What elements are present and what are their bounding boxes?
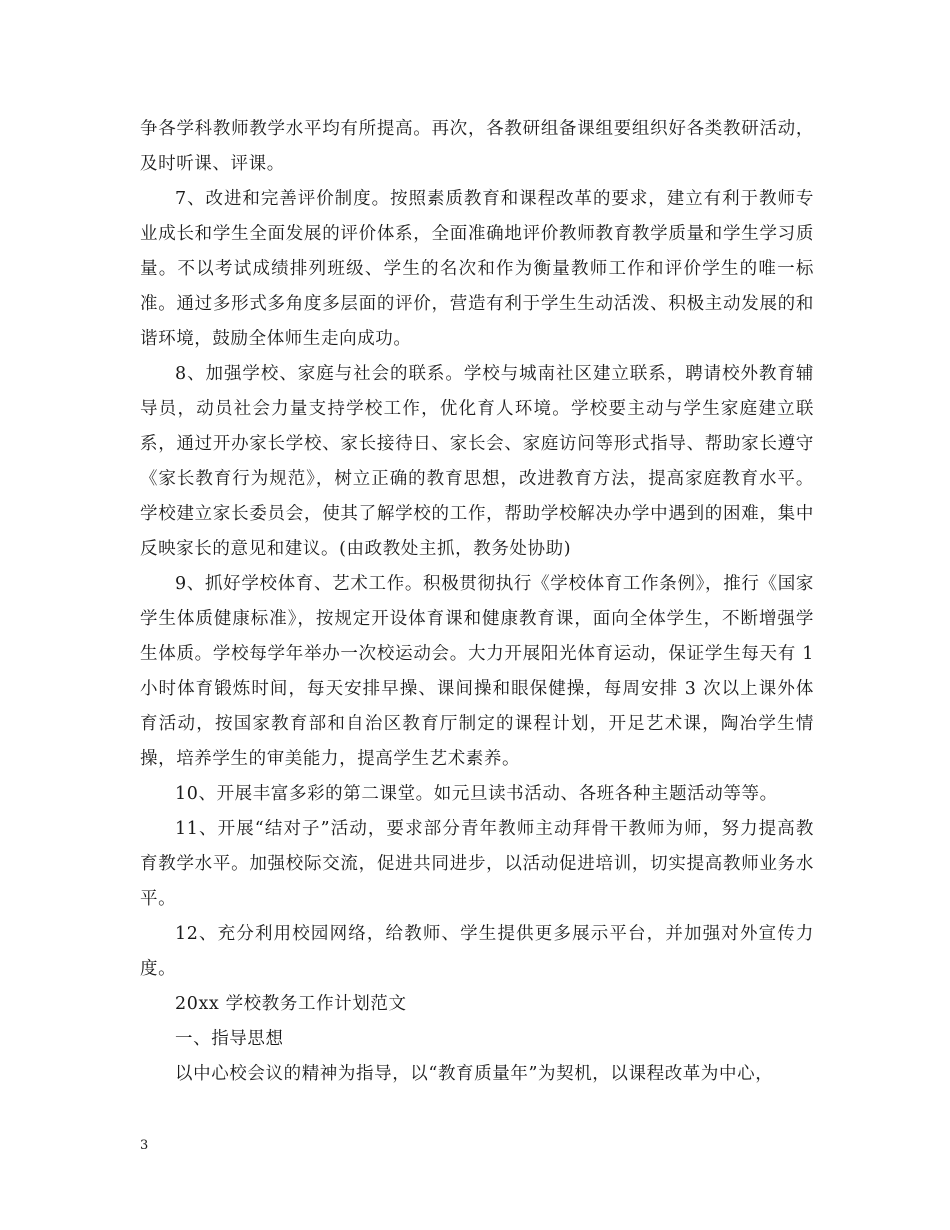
paragraph-continued: 争各学科教师教学水平均有所提高。再次，各教研组备课组要组织好各类教研活动，及时听课、评课。	[140, 119, 814, 174]
section-title: 20xx 学校教务工作计划范文	[175, 994, 407, 1014]
paragraph-item-11: 11、开展“结对子”活动，要求部分青年教师主动拜骨干教师为师，努力提高教育教学水平。加强校际交流，促进共同进步，以活动促进培训，切实提高教师业务水平。	[140, 819, 814, 909]
paragraph-item-8: 8、加强学校、家庭与社会的联系。学校与城南社区建立联系，聘请校外教育辅导员，动员社会力量支持学校工作，优化育人环境。学校要主动与学生家庭建立联系，通过开办家长学校、家长接待日、家长会、家庭访问等形式指导、帮助家长遵守《家长教育行为规范》，树立正确的教育思想，改进教育方法，提高家庭教育水平。学校建立家长委员会，使其了解学校的工作，帮助学校解决办学中遇到的困难，集中反映家长的意见和建议。(由政教处主抓，教务处协助)	[140, 364, 814, 559]
paragraph-guiding-ideology: 以中心校会议的精神为指导，以“教育质量年”为契机，以课程改革为中心，	[175, 1064, 774, 1084]
page-number: 3	[140, 1138, 149, 1153]
paragraph-item-12: 12、充分利用校园网络，给教师、学生提供更多展示平台，并加强对外宣传力度。	[140, 924, 814, 979]
paragraph-item-10: 10、开展丰富多彩的第二课堂。如元旦读书活动、各班各种主题活动等等。	[175, 784, 778, 804]
paragraph-item-9: 9、抓好学校体育、艺术工作。积极贯彻执行《学校体育工作条例》，推行《国家学生体质健康标准》，按规定开设体育课和健康教育课，面向全体学生，不断增强学生体质。学校每学年举办一次校运动会。大力开展阳光体育运动，保证学生每天有 1 小时体育锻炼时间，每天安排早操、课间操和眼保健操，每周安排 3 次以上课外体育活动，按国家教育部和自治区教育厅制定的课程计划，开足艺术课，陶冶学生情操，培养学生的审美能力，提高学生艺术素养。	[140, 574, 814, 769]
paragraph-item-7: 7、改进和完善评价制度。按照素质教育和课程改革的要求，建立有利于教师专业成长和学生全面发展的评价体系，全面准确地评价教师教育教学质量和学生学习质量。不以考试成绩排列班级、学生的名次和作为衡量教师工作和评价学生的唯一标准。通过多形式多角度多层面的评价，营造有利于学生生动活泼、积极主动发展的和谐环境，鼓励全体师生走向成功。	[140, 189, 814, 349]
document-body	[140, 112, 814, 1092]
section-heading-guiding-ideology: 一、指导思想	[175, 1029, 284, 1049]
